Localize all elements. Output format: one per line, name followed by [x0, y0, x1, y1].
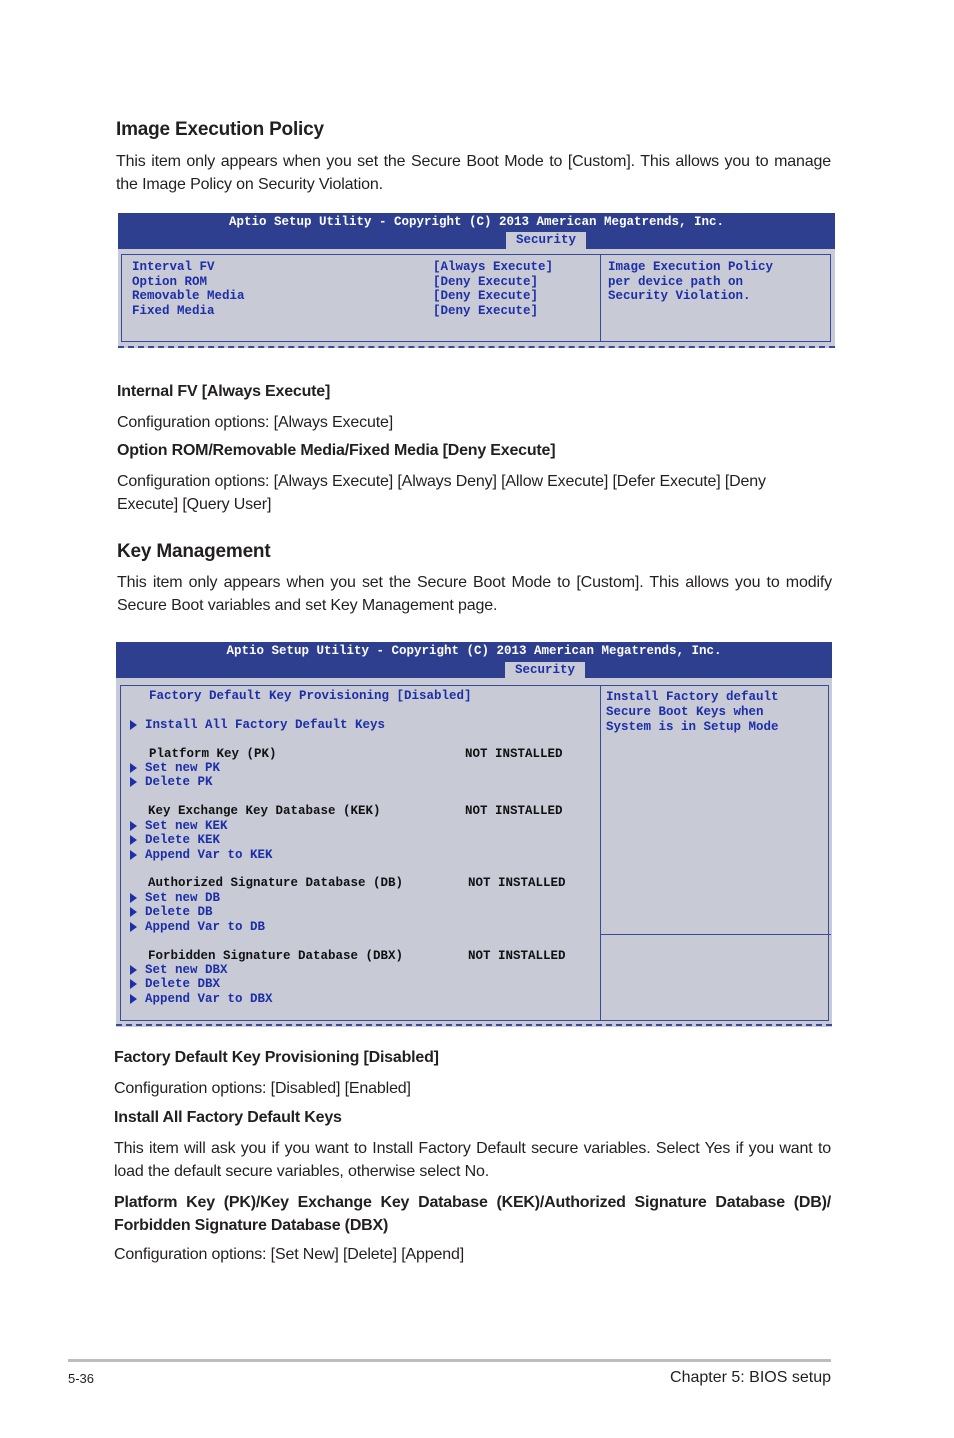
menu-set-new-db[interactable]: [130, 891, 220, 905]
menu-set-new-dbx[interactable]: [130, 963, 228, 977]
label-dbx: Forbidden Signature Database (DBX): [148, 949, 404, 963]
text-internal-fv-options: Configuration options: [Always Execute]: [117, 414, 394, 431]
footer-rule: [68, 1359, 831, 1362]
label-platform-key: Platform Key (PK): [149, 747, 277, 761]
help-text-line: Security Violation.: [608, 289, 751, 303]
menu-append-var-to-kek[interactable]: [130, 848, 273, 862]
setting-value-option-rom[interactable]: [Deny Execute]: [433, 275, 539, 289]
menu-delete-db[interactable]: [130, 905, 213, 919]
submenu-arrow-icon: [130, 821, 137, 831]
section-heading-key-management: Key Management: [117, 541, 271, 562]
heading-factory-default-key-provisioning: Factory Default Key Provisioning [Disabled]: [114, 1049, 439, 1066]
submenu-arrow-icon: [130, 994, 137, 1004]
submenu-arrow-icon: [130, 835, 137, 845]
setting-label-fixed-media[interactable]: Fixed Media: [132, 304, 215, 318]
help-text-line: Install Factory default: [606, 690, 779, 704]
menu-delete-dbx[interactable]: [130, 977, 220, 991]
submenu-arrow-icon: [130, 965, 137, 975]
status-db: NOT INSTALLED: [468, 876, 566, 890]
menu-label: Set new DB: [145, 891, 221, 905]
text-option-rom-options: Configuration options: [Always Execute] [Always Deny] [Allow Execute] [Defer Execute] [Deny Execute] [Query User]: [117, 473, 766, 513]
setting-label-removable-media[interactable]: Removable Media: [132, 289, 245, 303]
bios-title: Aptio Setup Utility - Copyright (C) 2013 American Megatrends, Inc.: [228, 215, 725, 229]
section-heading-image-execution-policy: Image Execution Policy: [116, 119, 324, 140]
menu-label: Delete KEK: [145, 833, 221, 847]
text-platform-key-options: Configuration options: [Set New] [Delete] [Append]: [114, 1246, 465, 1263]
submenu-arrow-icon: [130, 922, 137, 932]
help-text-line: Secure Boot Keys when: [606, 705, 764, 719]
setting-factory-default-key-provisioning[interactable]: Factory Default Key Provisioning [Disabled]: [149, 689, 472, 703]
heading-option-rom: Option ROM/Removable Media/Fixed Media [Deny Execute]: [117, 442, 556, 459]
submenu-arrow-icon: [130, 907, 137, 917]
bottom-dashed-border: [116, 1024, 832, 1026]
menu-delete-pk[interactable]: [130, 775, 213, 789]
footer-chapter-title: Chapter 5: BIOS setup: [670, 1369, 831, 1386]
tab-security[interactable]: Security: [506, 232, 586, 249]
bios-header: [118, 213, 835, 249]
menu-label: Delete PK: [145, 775, 213, 789]
submenu-arrow-icon: [130, 720, 137, 730]
bios-title: Aptio Setup Utility - Copyright (C) 2013 American Megatrends, Inc.: [226, 644, 722, 658]
footer-page-number: 5-36: [68, 1371, 95, 1386]
submenu-arrow-icon: [130, 777, 137, 787]
bios-screen-key-management: [116, 642, 832, 1027]
help-pane: [600, 685, 829, 1021]
menu-delete-kek[interactable]: [130, 833, 220, 847]
setting-value-removable-media[interactable]: [Deny Execute]: [433, 289, 539, 303]
label-db: Authorized Signature Database (DB): [148, 876, 404, 890]
menu-label: Append Var to DB: [145, 920, 266, 934]
menu-set-new-kek[interactable]: [130, 819, 228, 833]
section-body-key-management: This item only appears when you set the Secure Boot Mode to [Custom]. This allows you to modify Secure Boot variables and set Key Management page.: [117, 574, 832, 614]
setting-value-interval-fv[interactable]: [Always Execute]: [433, 260, 554, 274]
submenu-arrow-icon: [130, 893, 137, 903]
heading-platform-key-databases: Platform Key (PK)/Key Exchange Key Database (KEK)/Authorized Signature Database (DB)/ Forbidden Signature Database (DBX): [114, 1194, 831, 1234]
label-kek: Key Exchange Key Database (KEK): [148, 804, 381, 818]
help-pane-divider: [601, 934, 831, 935]
setting-value-fixed-media[interactable]: [Deny Execute]: [433, 304, 539, 318]
menu-label: Delete DBX: [145, 977, 221, 991]
help-text-line: per device path on: [608, 275, 744, 289]
menu-label: Set new PK: [145, 761, 221, 775]
bottom-dashed-border: [118, 346, 835, 348]
help-text-line: Image Execution Policy: [608, 260, 774, 274]
menu-append-var-to-db[interactable]: [130, 920, 265, 934]
menu-label: Append Var to DBX: [145, 992, 273, 1006]
submenu-arrow-icon: [130, 850, 137, 860]
menu-label: Append Var to KEK: [145, 848, 273, 862]
menu-set-new-pk[interactable]: [130, 761, 220, 775]
setting-label-interval-fv[interactable]: Interval FV: [132, 260, 215, 274]
submenu-arrow-icon: [130, 979, 137, 989]
menu-label: Delete DB: [145, 905, 213, 919]
submenu-arrow-icon: [130, 763, 137, 773]
menu-label: Install All Factory Default Keys: [145, 718, 386, 732]
text-factory-default-options: Configuration options: [Disabled] [Enabled]: [114, 1080, 411, 1097]
heading-internal-fv: Internal FV [Always Execute]: [117, 383, 331, 400]
section-body-image-execution-policy: This item only appears when you set the Secure Boot Mode to [Custom]. This allows you to manage the Image Policy on Security Violation.: [116, 153, 831, 193]
status-dbx: NOT INSTALLED: [468, 949, 566, 963]
text-install-all-description: This item will ask you if you want to Install Factory Default secure variables. Select Yes if you want to load the default secure variables, otherwise select No.: [114, 1140, 831, 1180]
menu-install-all-factory-default-keys[interactable]: [130, 718, 385, 732]
menu-label: Set new KEK: [145, 819, 228, 833]
setting-label-option-rom[interactable]: Option ROM: [132, 275, 208, 289]
heading-install-all-factory-default-keys: Install All Factory Default Keys: [114, 1109, 342, 1126]
menu-append-var-to-dbx[interactable]: [130, 992, 273, 1006]
status-kek: NOT INSTALLED: [465, 804, 563, 818]
bios-screen-image-execution: [118, 213, 835, 348]
tab-security[interactable]: Security: [505, 662, 585, 679]
menu-label: Set new DBX: [145, 963, 228, 977]
help-text-line: System is in Setup Mode: [606, 720, 779, 734]
bios-header: [116, 642, 832, 678]
status-platform-key: NOT INSTALLED: [465, 747, 563, 761]
